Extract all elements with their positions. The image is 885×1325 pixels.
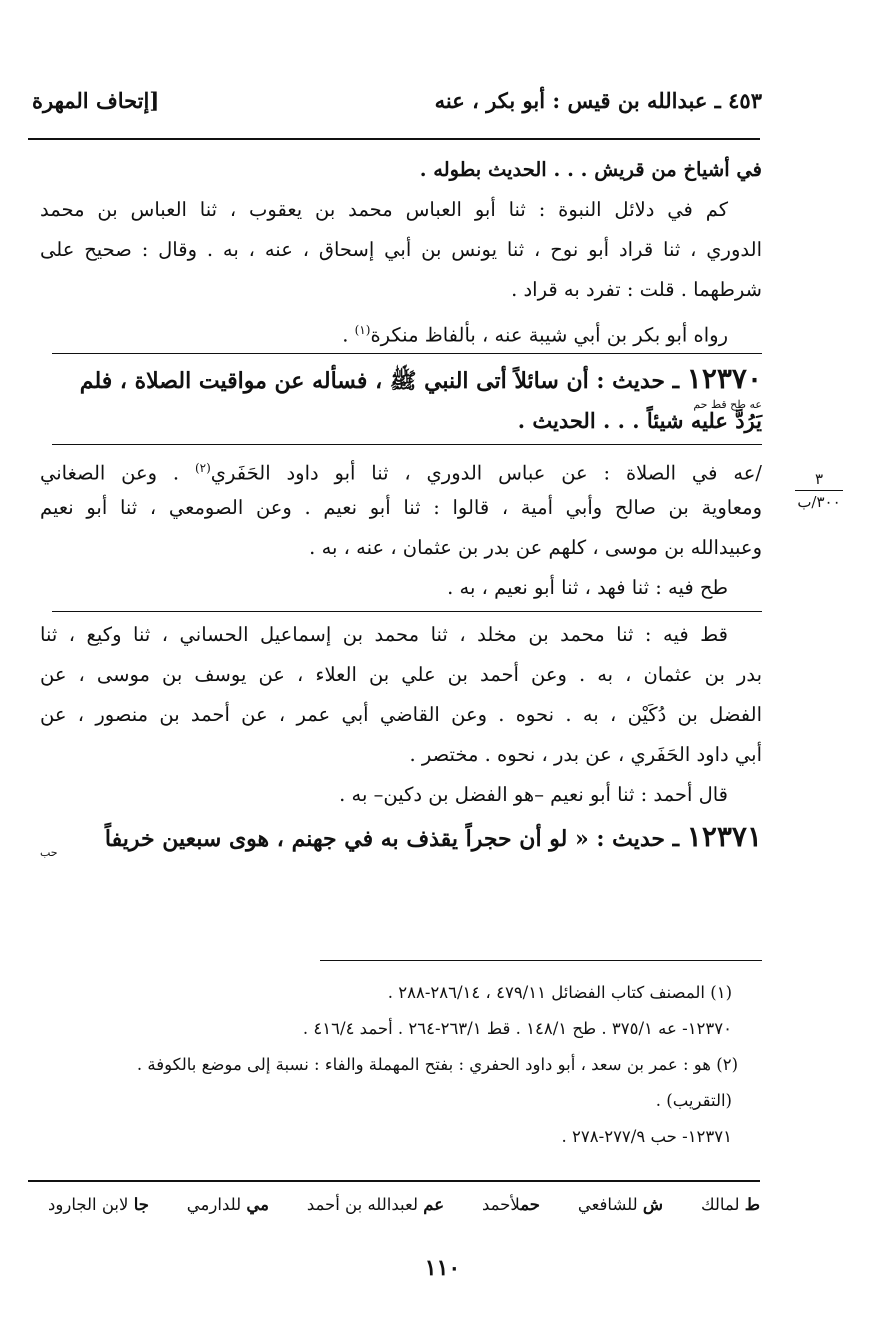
sigla-item — [48, 1195, 149, 1214]
sigla-label: للدارمي — [186, 1195, 242, 1214]
hadith-heading-line2 — [40, 398, 762, 441]
text-line: وعبيدالله بن موسى ، كلهم عن بدر بن عثمان ، عنه ، به . — [309, 536, 762, 559]
sigla-item — [701, 1195, 760, 1214]
text-line: الدوري ، ثنا قراد أبو نوح ، ثنا يونس بن أبي إسحاق ، عنه ، به . وقال : صحيح على — [40, 238, 762, 261]
book-title: [إتحاف المهرة — [32, 88, 160, 113]
text-line: أبي داود الحَفَري ، عن بدر ، نحوه . مختصر . — [409, 743, 762, 766]
header-rule — [28, 138, 760, 140]
footnote: ١٢٣٧٠- عه ٣٧٥/١ . طح ١٤٨/١ . قط ٢٦٣/١-٢٦٤ . أحمد ٤١٦/٤ . — [302, 1019, 732, 1038]
text-span: . وعن الصغاني — [40, 461, 195, 485]
manuscript-folio-note — [784, 470, 854, 511]
sigla-item — [187, 1195, 269, 1214]
footnote-ref: (٢) — [194, 461, 211, 475]
page-number: ١١٠ — [424, 1255, 461, 1281]
sigla-label: للشافعي — [577, 1195, 638, 1214]
footnote: ١٢٣٧١- حب ٢٧٧/٩-٢٧٨ . — [561, 1127, 732, 1146]
sigla-label: لابن الجارود — [48, 1195, 129, 1214]
sigla-code: ط — [744, 1195, 760, 1214]
sigla-label: لأحمد — [481, 1195, 521, 1214]
text-line: قط فيه : ثنا محمد بن مخلد ، ثنا محمد بن إسماعيل الحساني ، ثنا وكيع ، ثنا — [40, 623, 728, 646]
hadith-number: ١٢٣٧١ — [686, 820, 762, 853]
sigla-code: عم — [423, 1195, 445, 1214]
text-line: بدر بن عثمان ، به . وعن أحمد بن علي بن العلاء ، عن يوسف بن موسى ، عن — [40, 663, 762, 686]
running-title: ٤٥٣ ـ عبدالله بن قيس : أبو بكر ، عنه — [434, 88, 762, 113]
footnote-ref: (١) — [354, 323, 371, 337]
hadith-heading — [40, 357, 762, 401]
page-header — [32, 88, 762, 124]
sigla-code: حم — [520, 1195, 540, 1214]
sigla-label: لعبدالله بن أحمد — [306, 1195, 418, 1214]
footnote-rule — [320, 960, 762, 961]
text-span: رواه أبو بكر بن أبي شيبة عنه ، بألفاظ منكرة — [370, 323, 728, 347]
text-line: شرطهما . قلت : تفرد به قراد . — [511, 278, 762, 301]
footnote: (٢) هو : عمر بن سعد ، أبو داود الحفري : بفتح المهملة والفاء : نسبة إلى موضع بالكوفة . — [136, 1055, 738, 1074]
footnotes — [40, 975, 762, 1155]
sigla-legend — [48, 1195, 760, 1214]
hadith-number: ١٢٣٧٠ — [686, 362, 762, 395]
text-line: الفضل بن دُكَيْن ، به . نحوه . وعن القاضي أبي عمر ، عن أحمد بن منصور ، عن — [40, 703, 762, 726]
folio-top: ٣ — [814, 470, 824, 488]
hadith-separator — [52, 444, 762, 445]
sigla-code: ش — [642, 1195, 664, 1214]
footnote: (التقريب) . — [655, 1091, 732, 1110]
text-span: . — [342, 323, 355, 347]
hadith-sigla: حب — [40, 846, 58, 859]
sigla-code: مي — [246, 1195, 269, 1214]
hadith-text: ـ حديث : أن سائلاً أتى النبي ﷺ ، فسأله عن مواقيت الصلاة ، فلم — [79, 368, 687, 394]
sigla-item — [307, 1195, 444, 1214]
folio-divider — [795, 490, 843, 491]
sigla-label: لمالك — [700, 1195, 740, 1214]
text-span: /عه في الصلاة : عن عباس الدوري ، ثنا أبو داود الحَفَري — [210, 461, 762, 485]
hadith-text: ـ حديث : « لو أن حجراً يقذف به في جهنم ، هوى سبعين خريفاً — [104, 826, 687, 852]
footnote: (١) المصنف كتاب الفضائل ٤٧٩/١١ ، ٢٨٦/١٤-٢٨٨ . — [387, 983, 732, 1002]
text-line — [40, 448, 762, 488]
text-line: في أشياخ من قريش . . . الحديث بطوله . — [419, 158, 762, 181]
hadith-heading — [40, 815, 762, 859]
text-line: طح فيه : ثنا فهد ، ثنا أبو نعيم ، به . — [447, 576, 728, 599]
sigla-item — [578, 1195, 663, 1214]
legend-rule — [28, 1180, 760, 1182]
hadith-separator — [52, 353, 762, 354]
sigla-item — [482, 1195, 540, 1214]
text-line: قال أحمد : ثنا أبو نعيم –هو الفضل بن دكين– به . — [339, 783, 728, 806]
section-separator — [52, 611, 762, 612]
hadith-sigla: عه طح قط حم — [693, 398, 762, 411]
sigla-code: جا — [133, 1195, 149, 1214]
text-line: ومعاوية بن صالح وأبي أمية ، قالوا : ثنا أبو نعيم . وعن الصومعي ، ثنا أبو نعيم — [40, 496, 762, 519]
main-text — [40, 150, 762, 859]
folio-bottom: ٣٠٠/ب — [797, 493, 841, 511]
hadith-text: يَرُدَّ عليه شيئاً . . . الحديث . — [517, 408, 762, 433]
text-line: كم في دلائل النبوة : ثنا أبو العباس محمد بن يعقوب ، ثنا العباس بن محمد — [40, 198, 728, 221]
text-line — [40, 310, 762, 350]
